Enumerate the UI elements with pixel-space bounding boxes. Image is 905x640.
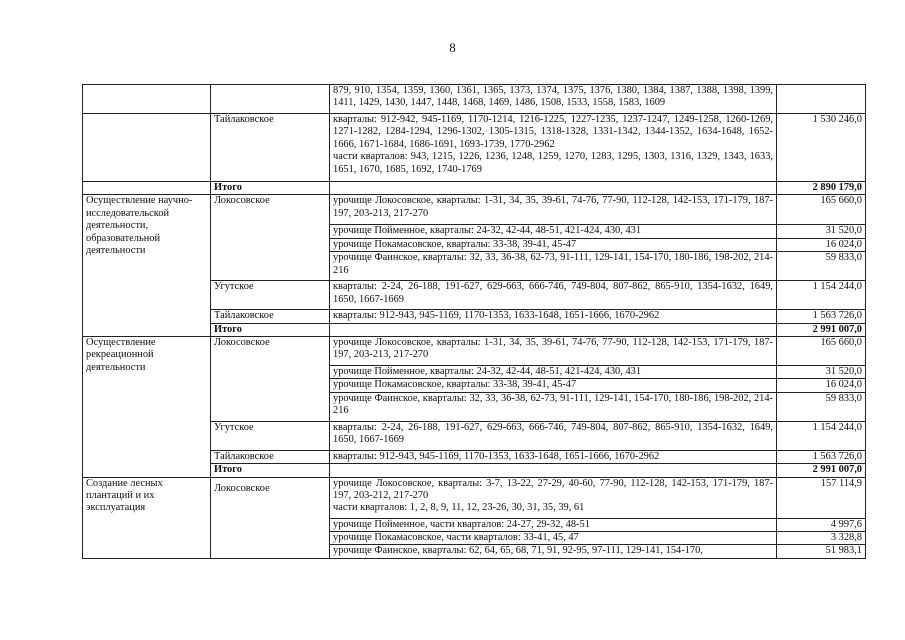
quarters-description: 879, 910, 1354, 1359, 1360, 1361, 1365, 1373, 1374, 1375, 1376, 1380, 1384, 1387, 1388, 1398, 1399, 1411, 1429, 1430, 1447, 1448, 1468, 1469, 1486, 1508, 1533, 1558, 1583, 1609 bbox=[330, 85, 777, 114]
quarters-description: кварталы: 912-943, 945-1169, 1170-1353, 1633-1648, 1651-1666, 1670-2962 bbox=[330, 450, 777, 463]
total-label: Итого bbox=[211, 464, 330, 477]
table-row bbox=[83, 477, 866, 518]
total-label: Итого bbox=[211, 323, 330, 336]
activity-type: Осуществление рекреационной деятельности bbox=[83, 337, 211, 478]
table-row bbox=[83, 195, 866, 225]
quarters-description: урочище Фаинское, кварталы: 32, 33, 36-38, 62-73, 91-111, 129-141, 154-170, 180-186, 198-202, 214-216 bbox=[330, 252, 777, 281]
area-value: 1 154 244,0 bbox=[777, 281, 866, 310]
area-value: 1 563 726,0 bbox=[777, 310, 866, 323]
area-value: 1 530 246,0 bbox=[777, 114, 866, 182]
quarters-description: урочище Локосовское, кварталы: 1-31, 34, 35, 39-61, 74-76, 77-90, 112-128, 142-153, 171-179, 187-197, 203-213, 217-270 bbox=[330, 195, 777, 225]
quarters-description: урочище Пойменное, части кварталов: 24-27, 29-32, 48-51 bbox=[330, 518, 777, 531]
area-value: 165 660,0 bbox=[777, 337, 866, 366]
forestry-name: Угутское bbox=[211, 421, 330, 450]
quarters-description: кварталы: 2-24, 26-188, 191-627, 629-663, 666-746, 749-804, 807-862, 865-910, 1354-1632, 1649, 1650, 1667-1669 bbox=[330, 281, 777, 310]
quarters-description: урочище Покамасовское, кварталы: 33-38, 39-41, 45-47 bbox=[330, 379, 777, 392]
quarters-description: кварталы: 912-942, 945-1169, 1170-1214, 1216-1225, 1227-1235, 1237-1247, 1249-1258, 1260-1269, 1271-1282, 1284-1294, 1296-1302, 1305-1315, 1318-1328, 1331-1342, 1344-1352, 1634-1648, 1652-1666, 1671-1684, 1686-1691, 1693-1739, 1770-2962 части кварталов: 943, 1215, 1226, 1236, 1248, 1259, 1270, 1283, 1295, 1303, 1316, 1329, 1343, 1633, 1651, 1670, 1685, 1692, 1740-1769 bbox=[330, 114, 777, 182]
area-value: 59 833,0 bbox=[777, 252, 866, 281]
area-value: 31 520,0 bbox=[777, 366, 866, 379]
forestry-name: Тайлаковское bbox=[211, 450, 330, 463]
activity-type: Создание лесных плантаций и их эксплуатация bbox=[83, 477, 211, 558]
quarters-description: урочище Покамасовское, части кварталов: 33-41, 45, 47 bbox=[330, 532, 777, 545]
forestry-name: Локосовское bbox=[211, 195, 330, 281]
table-row bbox=[83, 85, 866, 114]
total-value: 2 991 007,0 bbox=[777, 464, 866, 477]
quarters-description: урочище Локосовское, кварталы: 1-31, 34, 35, 39-61, 74-76, 77-90, 112-128, 142-153, 171-179, 187-197, 203-213, 217-270 bbox=[330, 337, 777, 366]
quarters-description: кварталы: 2-24, 26-188, 191-627, 629-663, 666-746, 749-804, 807-862, 865-910, 1354-1632, 1649, 1650, 1667-1669 bbox=[330, 421, 777, 450]
quarters-description: урочище Локосовское, кварталы: 3-7, 13-22, 27-29, 40-60, 77-90, 112-128, 142-153, 171-179, 187-197, 203-212, 217-270 части кварталов: 1, 2, 8, 9, 11, 12, 23-26, 30, 31, 35, 39, 61 bbox=[330, 477, 777, 518]
area-value: 1 154 244,0 bbox=[777, 421, 866, 450]
forestry-name: Тайлаковское bbox=[211, 114, 330, 182]
forestry-name: Тайлаковское bbox=[211, 310, 330, 323]
quarters-description: урочище Фаинское, кварталы: 32, 33, 36-38, 62-73, 91-111, 129-141, 154-170, 180-186, 198-202, 214-216 bbox=[330, 392, 777, 421]
area-value: 16 024,0 bbox=[777, 238, 866, 251]
table-row bbox=[83, 114, 866, 182]
area-value: 31 520,0 bbox=[777, 225, 866, 238]
quarters-description: урочище Фаинское, кварталы: 62, 64, 65, 68, 71, 91, 92-95, 97-111, 129-141, 154-170, bbox=[330, 545, 777, 558]
area-value: 165 660,0 bbox=[777, 195, 866, 225]
page-number: 8 bbox=[449, 40, 456, 55]
quarters-description: кварталы: 912-943, 945-1169, 1170-1353, 1633-1648, 1651-1666, 1670-2962 bbox=[330, 310, 777, 323]
forestry-name: Угутское bbox=[211, 281, 330, 310]
total-value: 2 991 007,0 bbox=[777, 323, 866, 336]
total-row bbox=[83, 182, 866, 195]
total-label: Итого bbox=[211, 182, 330, 195]
area-value: 3 328,8 bbox=[777, 532, 866, 545]
area-value: 1 563 726,0 bbox=[777, 450, 866, 463]
area-value: 59 833,0 bbox=[777, 392, 866, 421]
area-value: 51 983,1 bbox=[777, 545, 866, 558]
forest-use-table bbox=[82, 84, 866, 559]
area-value: 16 024,0 bbox=[777, 379, 866, 392]
area-value: 157 114,9 bbox=[777, 477, 866, 518]
forestry-name: Локосовское bbox=[211, 477, 330, 558]
quarters-description: урочище Пойменное, кварталы: 24-32, 42-44, 48-51, 421-424, 430, 431 bbox=[330, 225, 777, 238]
quarters-description: урочище Покамасовское, кварталы: 33-38, 39-41, 45-47 bbox=[330, 238, 777, 251]
table-row bbox=[83, 337, 866, 366]
forestry-name: Локосовское bbox=[211, 337, 330, 422]
area-value: 4 997,6 bbox=[777, 518, 866, 531]
total-value: 2 890 179,0 bbox=[777, 182, 866, 195]
quarters-description: урочище Пойменное, кварталы: 24-32, 42-44, 48-51, 421-424, 430, 431 bbox=[330, 366, 777, 379]
activity-type: Осуществление научно-исследовательской деятельности, образовательной деятельности bbox=[83, 195, 211, 337]
